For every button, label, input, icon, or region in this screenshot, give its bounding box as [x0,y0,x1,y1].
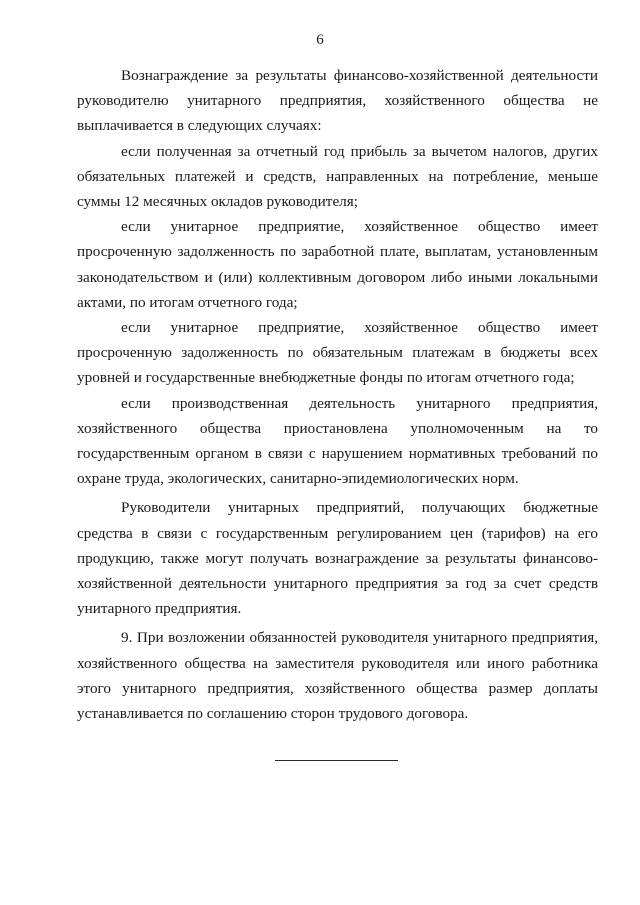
paragraph-wage-arrears-condition: если унитарное предприятие, хозяйственное общество имеет просроченную задолженность по заработной плате, выплатам, установленным законодательством и (или) коллективным договором либо иными локальными актами, по итогам отчетного года; [77,218,598,311]
paragraph-item-9: 9. При возложении обязанностей руководителя унитарного предприятия, хозяйственного общества на заместителя руководителя или иного работника этого унитарного предприятия, хозяйственного общества размер доплаты устанавливается по соглашению сторон трудового договора. [77,629,598,723]
document-body [77,63,598,726]
paragraph-suspension-condition: если производственная деятельность унитарного предприятия, хозяйственного общества приостановлена уполномоченным на то государственным органом в связи с нарушением нормативных требований по охране труда, экологических, санитарно-эпидемиологических норм. [77,394,598,488]
paragraph-budget-funded-managers: Руководители унитарных предприятий, получающих бюджетные средства в связи с государственным регулированием цен (тарифов) на его продукцию, также могут получать вознаграждение за результаты финансово-хозяйственной деятельности унитарного предприятия за год за счет средств унитарного предприятия. [77,499,598,618]
end-separator-line [275,760,398,761]
page-number: 6 [316,32,324,48]
paragraph-remuneration-intro: Вознаграждение за результаты финансово-хозяйственной деятельности руководителю унитарного предприятия, хозяйственного общества не выплачивается в следующих случаях: [77,67,598,135]
paragraph-profit-condition: если полученная за отчетный год прибыль за вычетом налогов, других обязательных платежей и средств, направленных на потребление, меньше суммы 12 месячных окладов руководителя; [77,142,598,211]
paragraph-budget-arrears-condition: если унитарное предприятие, хозяйственное общество имеет просроченную задолженность по обязательным платежам в бюджеты всех уровней и государственные внебюджетные фонды по итогам отчетного года; [77,319,598,387]
